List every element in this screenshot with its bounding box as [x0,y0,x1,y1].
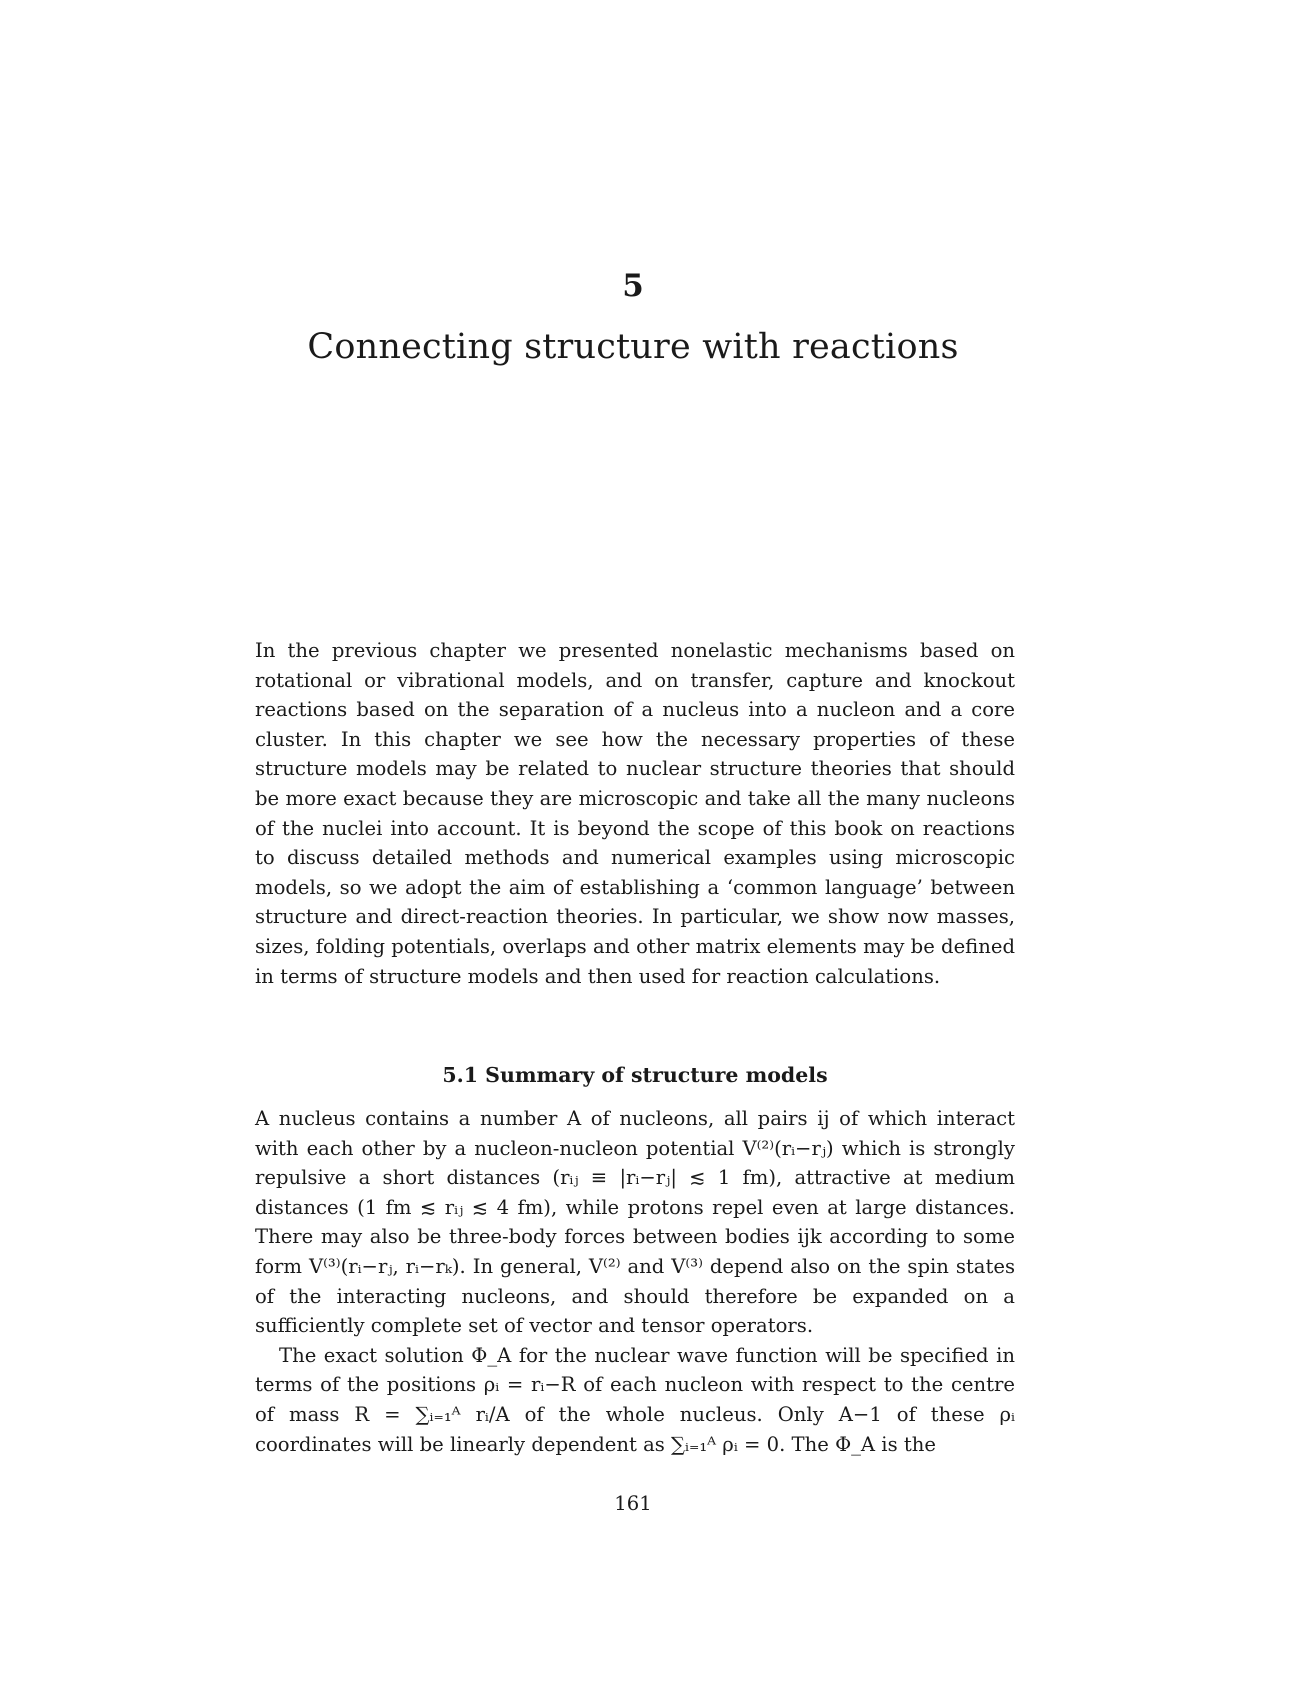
intro-paragraph: In the previous chapter we presented nonelastic mechanisms based on rotational or vibrational models, and on transfer, capture and knockout reactions based on the separation of a nucleus into a nucleon and a core cluster. In this chapter we see how the necessary properties of these structure models may be related to nuclear structure theories that should be more exact because they are microscopic and take all the many nucleons of the nuclei into account. It is beyond the scope of this book on reactions to discuss detailed methods and numerical examples using microscopic models, so we adopt the aim of establishing a ‘common language’ between structure and direct-reaction theories. In particular, we show now masses, sizes, folding potentials, overlaps and other matrix elements may be defined in terms of structure models and then used for reaction calculations. [255,639,1015,988]
page-number: 161 [614,1492,652,1515]
chapter-title: Connecting structure with reactions [307,327,959,367]
section-paragraph-2: The exact solution Φ_A for the nuclear wave function will be specified in terms of the positions ρᵢ = rᵢ−R of each nucleon with respect to the centre of mass R = ∑ᵢ₌₁ᴬ rᵢ/A of the whole nucleus. Only A−1 of these ρᵢ coordinates will be linearly dependent as ∑ᵢ₌₁ᴬ ρᵢ = 0. The Φ_A is the [255,1343,1015,1456]
chapter-number: 5 [622,268,644,304]
section-paragraph-1: A nucleus contains a number A of nucleons, all pairs ij of which interact with each other by a nucleon-nucleon potential V⁽²⁾(rᵢ−rⱼ) which is strongly repulsive a short distances (rᵢⱼ ≡ |rᵢ−rⱼ| ≲ 1 fm), attractive at medium distances (1 fm ≲ rᵢⱼ ≲ 4 fm), while protons repel even at large distances. There may also be three-body forces between bodies ijk according to some form V⁽³⁾(rᵢ−rⱼ, rᵢ−rₖ). In general, V⁽²⁾ and V⁽³⁾ depend also on the spin states of the interacting nucleons, and should therefore be expanded on a sufficiently complete set of vector and tensor operators. [255,1107,1015,1338]
section-heading: 5.1 Summary of structure models [442,1063,828,1087]
section-body [255,1104,1015,1459]
